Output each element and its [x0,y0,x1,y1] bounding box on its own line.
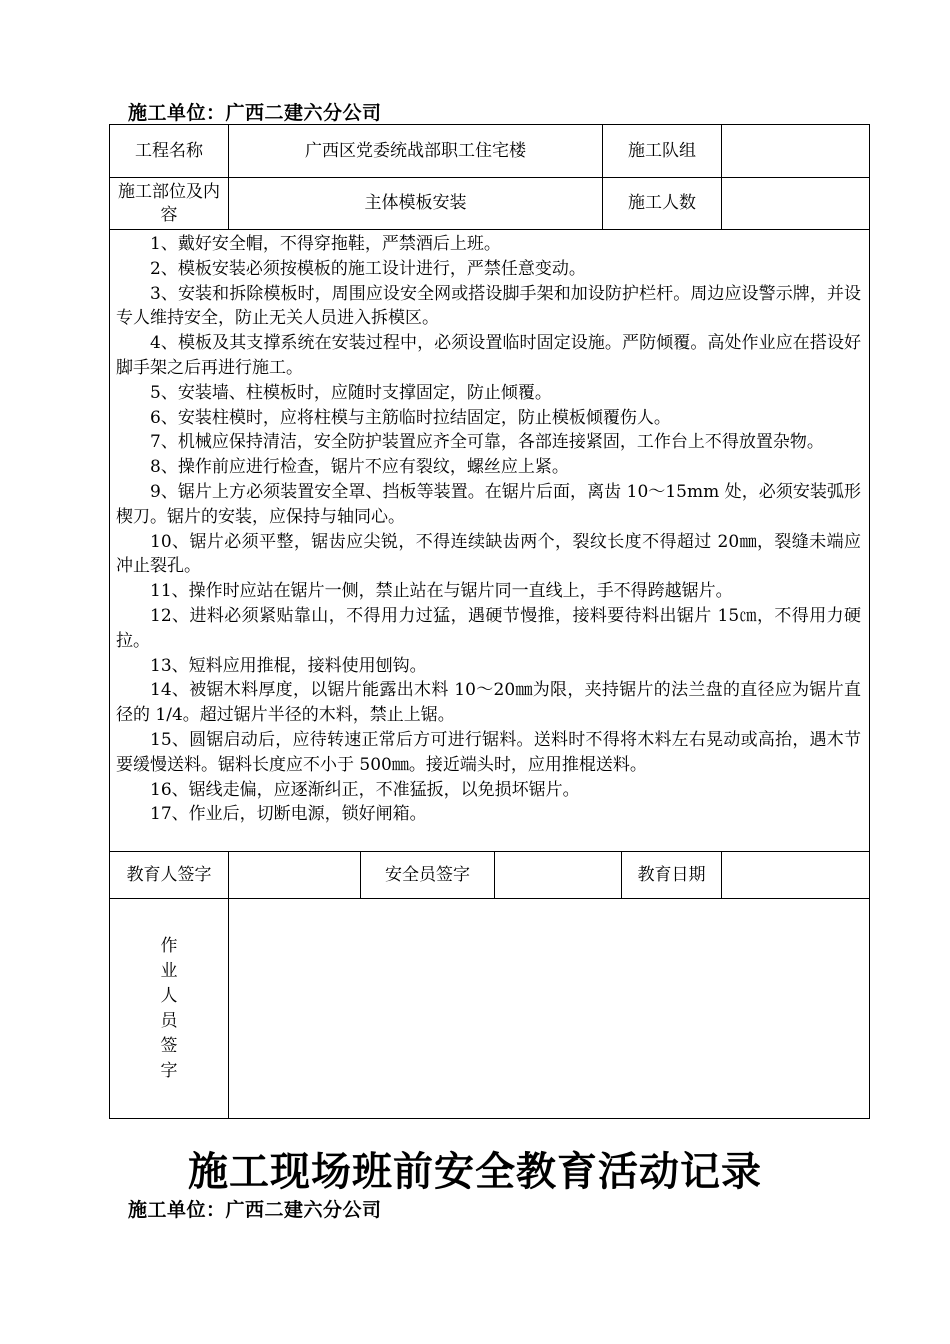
worker-sign-area[interactable] [229,899,870,1119]
safety-rules [110,230,870,852]
construction-unit-header: 施工单位：广西二建六分公司 [128,102,382,124]
rule-item: 2、模板安装必须按模板的施工设计进行，严禁任意变动。 [150,258,586,279]
education-date-label: 教育日期 [622,852,722,899]
next-page-construction-unit: 施工单位：广西二建六分公司 [128,1199,382,1221]
project-name-value: 广西区党委统战部职工住宅楼 [229,125,603,178]
rule-item: 13、短料应用推棍，接料使用刨钩。 [150,655,427,676]
worker-count-label: 施工人数 [603,178,722,230]
team-label: 施工队组 [603,125,722,178]
team-value[interactable] [722,125,870,178]
rule-item: 15、圆锯启动后，应待转速正常后方可进行锯料。送料时不得将木料左右晃动或高抬，遇木节要缓慢送料。锯料长度应不小于 500㎜。接近端头时，应用推棍送料。 [116,729,862,775]
rule-item: 9、锯片上方必须装置安全罩、挡板等装置。在锯片后面，离齿 10～15mm 处，必须安装弧形楔刀。锯片的安装，应保持与轴同心。 [116,481,862,527]
rule-item: 16、锯线走偏，应逐渐纠正，不准猛扳，以免损坏锯片。 [150,779,580,800]
rule-item: 6、安装柱模时，应将柱模与主筋临时拉结固定，防止模板倾覆伤人。 [150,407,671,428]
rule-item: 12、进料必须紧贴靠山，不得用力过猛，遇硬节慢推，接料要待料出锯片 15㎝，不得用力硬拉。 [116,605,862,651]
rule-item: 11、操作时应站在锯片一侧，禁止站在与锯片同一直线上，手不得跨越锯片。 [150,581,733,602]
educator-sign-label: 教育人签字 [110,852,229,899]
rule-item: 14、被锯木料厚度，以锯片能露出木料 10～20㎜为限，夹持锯片的法兰盘的直径应为锯片直径的 1/4。超过锯片半径的木料，禁止上锯。 [116,680,862,726]
rule-item: 4、模板及其支撑系统在安装过程中，必须设置临时固定设施。严防倾覆。高处作业应在搭设好脚手架之后再进行施工。 [116,333,862,378]
rule-item: 1、戴好安全帽，不得穿拖鞋，严禁酒后上班。 [150,234,501,254]
educator-sign-field[interactable] [229,852,361,899]
work-part-value: 主体模板安装 [229,178,603,230]
rule-item: 7、机械应保持清洁，安全防护装置应齐全可靠，各部连接紧固，工作台上不得放置杂物。 [150,432,824,453]
rule-item: 17、作业后，切断电源，锁好闸箱。 [150,804,427,825]
safety-officer-sign-field[interactable] [495,852,622,899]
rule-item: 10、锯片必须平整，锯齿应尖锐，不得连续缺齿两个，裂纹长度不得超过 20㎜，裂缝未端应冲止裂孔。 [116,531,862,577]
rule-item: 5、安装墙、柱模板时，应随时支撑固定，防止倾覆。 [150,382,552,403]
next-page-title: 施工现场班前安全教育活动记录 [188,1148,762,1195]
work-part-label: 施工部位及内容 [110,178,229,230]
safety-education-form [109,124,870,1119]
project-name-label: 工程名称 [110,125,229,178]
worker-sign-label: 作业人员签字 [110,899,229,1119]
worker-count-value[interactable] [722,178,870,230]
education-date-field[interactable] [722,852,870,899]
safety-officer-sign-label: 安全员签字 [361,852,495,899]
rule-item: 3、安装和拆除模板时，周围应设安全网或搭设脚手架和加设防护栏杆。周边应设警示牌，并设专人维持安全，防止无关人员进入拆模区。 [116,283,862,329]
rule-item: 8、操作前应进行检查，锯片不应有裂纹，螺丝应上紧。 [150,457,569,478]
